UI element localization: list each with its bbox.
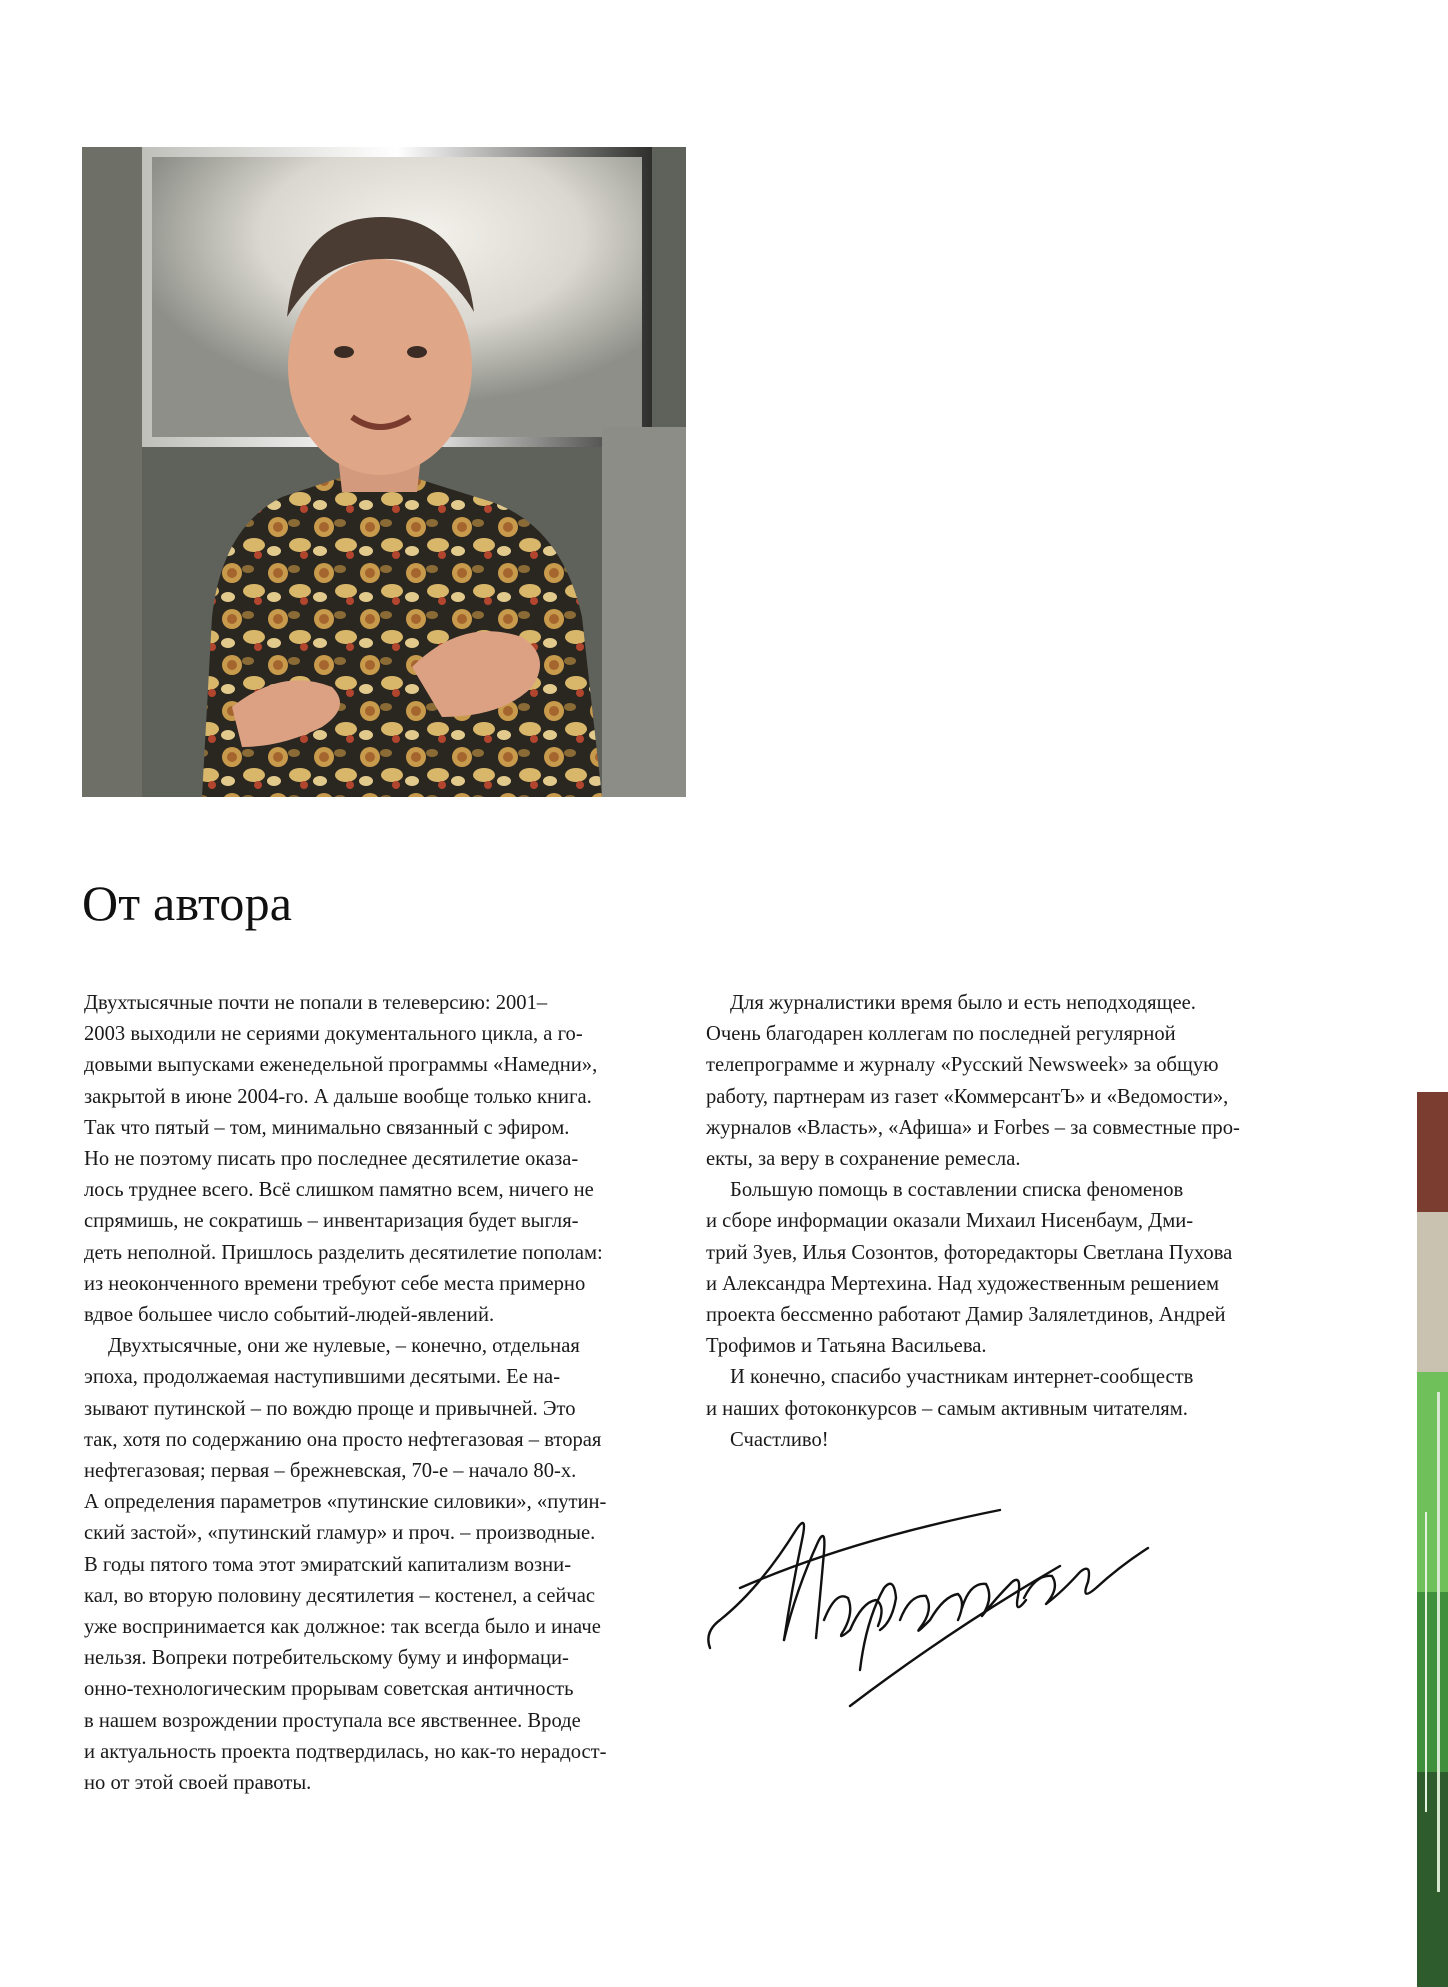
- text-line: 2003 выходили не сериями документального цикла, а го-: [84, 1023, 583, 1046]
- author-photo: [82, 147, 686, 797]
- text-line: из неоконченного времени требуют себе места примерно: [84, 1272, 586, 1295]
- text-line: но от этой своей правоты.: [84, 1772, 312, 1795]
- text-line: А определения параметров «путинские силовики», «путин-: [84, 1491, 607, 1514]
- text-line: телепрограмме и журналу «Русский Newsweek» за общую: [706, 1054, 1219, 1077]
- text-line: Очень благодарен коллегам по последней регулярной: [706, 1023, 1176, 1046]
- text-line: и актуальность проекта подтвердилась, но как-то нерадост-: [84, 1740, 607, 1763]
- text-line: трий Зуев, Илья Созонтов, фоторедакторы Светлана Пухова: [706, 1241, 1233, 1264]
- text-line: Двухтысячные, они же нулевые, – конечно, отдельная: [108, 1335, 580, 1358]
- text-line: довыми выпусками еженедельной программы «Намедни»,: [84, 1054, 598, 1077]
- text-line: В годы пятого тома этот эмиратский капитализм возни-: [84, 1553, 572, 1576]
- text-line: Трофимов и Татьяна Васильева.: [706, 1335, 987, 1358]
- text-line: и Александра Мертехина. Над художественным решением: [706, 1272, 1220, 1295]
- text-line: вдвое большее число событий-людей-явлений.: [84, 1304, 495, 1327]
- text-line: в нашем возрождении проступала все явственнее. Вроде: [84, 1709, 581, 1732]
- text-line: закрытой в июне 2004-го. А дальше вообще только книга.: [84, 1085, 592, 1108]
- text-line: лось труднее всего. Всё слишком памятно всем, ничего не: [84, 1179, 594, 1202]
- text-line: деть неполной. Пришлось разделить десятилетие пополам:: [84, 1241, 603, 1264]
- text-line: и наших фотоконкурсов – самым активным читателям.: [706, 1397, 1188, 1420]
- text-line: И конечно, спасибо участникам интернет-сообществ: [730, 1366, 1194, 1389]
- text-line: спрямишь, не сократишь – инвентаризация будет выгля-: [84, 1210, 579, 1233]
- text-line: Но не поэтому писать про последнее десятилетие оказа-: [84, 1148, 579, 1171]
- portrait-photo-icon: [82, 147, 686, 797]
- text-line: нельзя. Вопреки потребительскому буму и информаци-: [84, 1647, 569, 1670]
- cropped-photo-edge-icon: [1417, 1092, 1448, 1987]
- text-line: зывают путинской – по вождю проще и привычней. Это: [84, 1397, 576, 1420]
- text-line: ский застой», «путинский гламур» и проч. – производные.: [84, 1522, 596, 1545]
- text-line: так, хотя по содержанию она просто нефтегазовая – вторая: [84, 1428, 602, 1451]
- handwritten-signature-icon: [700, 1470, 1160, 1710]
- text-line: кал, во вторую половину десятилетия – костенел, а сейчас: [84, 1584, 596, 1607]
- text-line: онно-технологическим прорывам советская античность: [84, 1678, 574, 1701]
- text-line: эпоха, продолжаемая наступившими десятыми. Ее на-: [84, 1366, 561, 1389]
- text-line: работу, партнерам из газет «КоммерсантЪ» и «Ведомости»,: [706, 1085, 1229, 1108]
- left-text-column: [84, 988, 686, 1799]
- text-line: нефтегазовая; первая – брежневская, 70-е – начало 80-х.: [84, 1460, 577, 1483]
- text-line: проекта бессменно работают Дамир Залялетдинов, Андрей: [706, 1304, 1226, 1327]
- text-line: Для журналистики время было и есть неподходящее.: [730, 992, 1196, 1014]
- text-line: Счастливо!: [730, 1428, 829, 1451]
- right-text-column: [706, 988, 1314, 1456]
- text-line: уже воспринимается как должное: так всегда было и иначе: [84, 1616, 601, 1639]
- cropped-photo-edge: [1417, 1092, 1448, 1987]
- text-line: журналов «Власть», «Афиша» и Forbes – за совместные про-: [706, 1116, 1240, 1139]
- text-line: и сборе информации оказали Михаил Нисенбаум, Дми-: [706, 1210, 1194, 1233]
- text-line: екты, за веру в сохранение ремесла.: [706, 1148, 1021, 1171]
- text-line: Двухтысячные почти не попали в телеверсию: 2001–: [84, 992, 548, 1014]
- text-line: Так что пятый – том, минимально связанный с эфиром.: [84, 1116, 570, 1139]
- text-line: Большую помощь в составлении списка феноменов: [730, 1179, 1184, 1202]
- page-title: От автора: [82, 875, 293, 931]
